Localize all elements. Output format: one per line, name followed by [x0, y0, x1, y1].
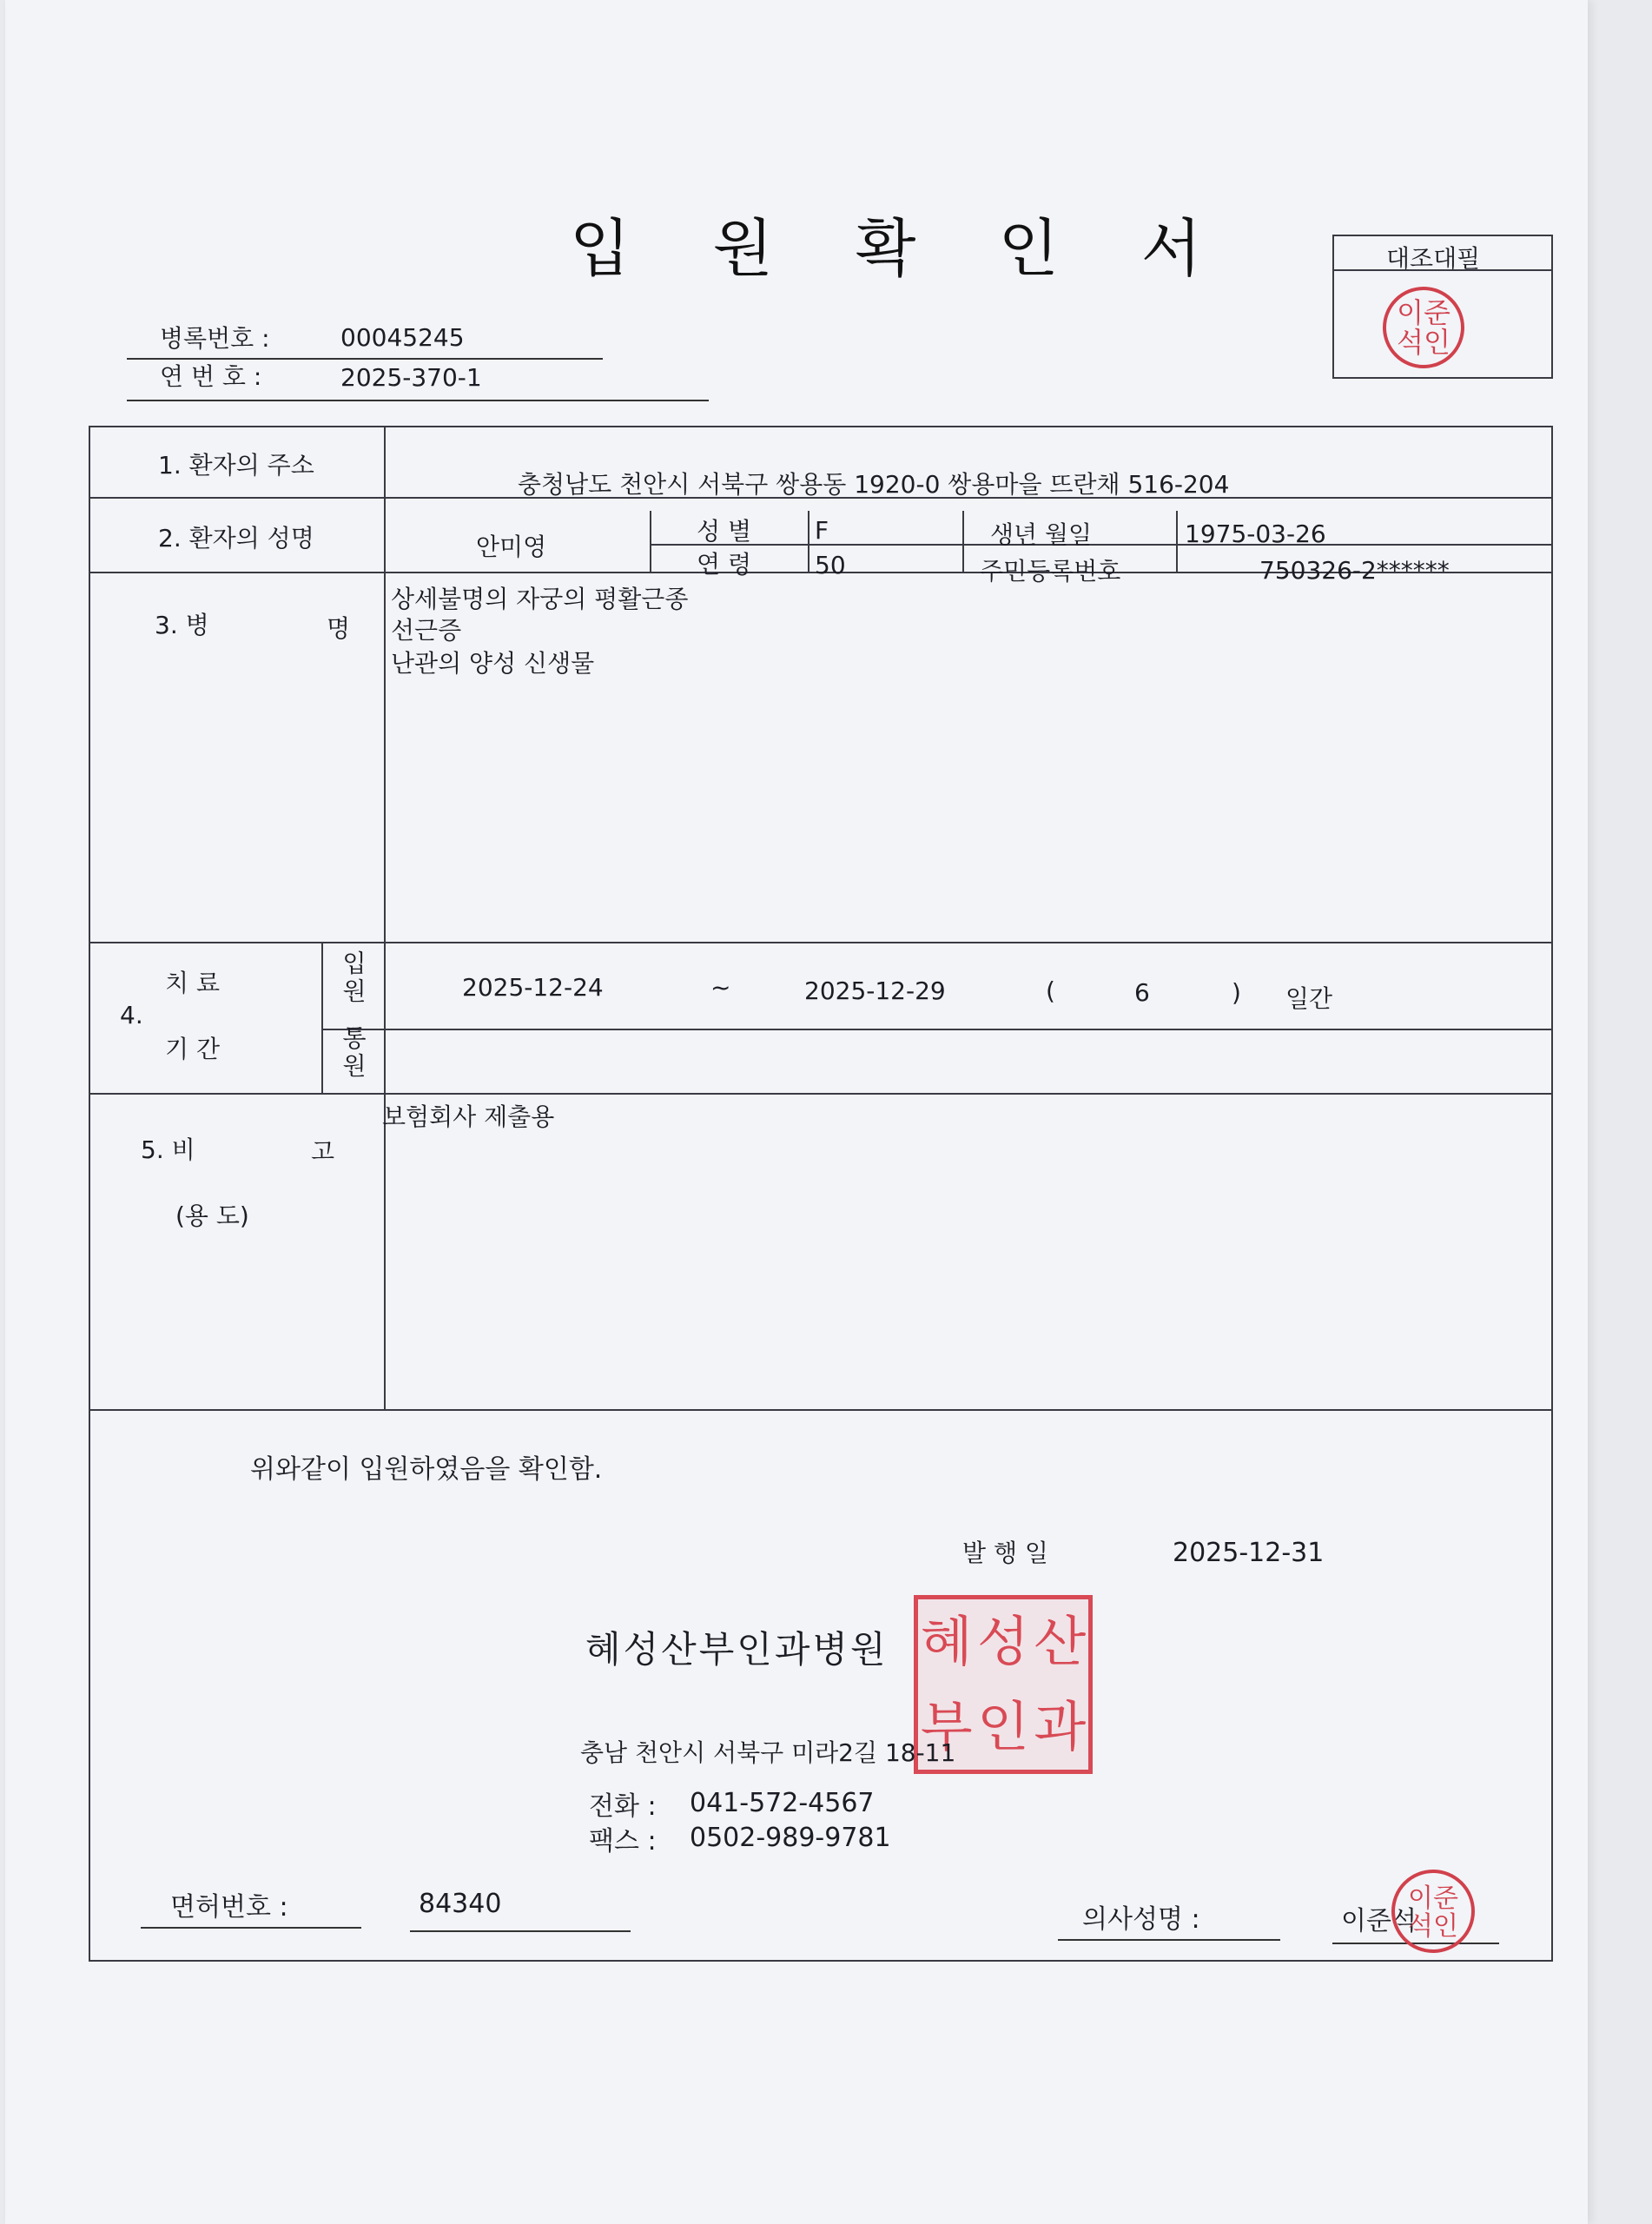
license-number-underline	[410, 1930, 631, 1932]
doctor-name: 이준석	[1341, 1906, 1417, 1936]
days-count: 6	[1134, 978, 1150, 1007]
seal-char-3: 산	[1034, 1610, 1087, 1673]
sex-label: 성 별	[697, 517, 751, 546]
serial-no-underline	[127, 400, 709, 401]
row-divider-3	[89, 942, 1551, 943]
end-date: 2025-12-29	[804, 976, 946, 1005]
row2-divider-a	[650, 511, 651, 573]
seal-text-line-2: 석인	[1397, 325, 1450, 359]
inpatient-label: 입원	[339, 950, 367, 1006]
phone-number: 041-572-4567	[690, 1788, 875, 1818]
row-divider-4	[89, 1093, 1551, 1095]
seal-char-6: 과	[1034, 1695, 1087, 1758]
license-number: 84340	[419, 1889, 502, 1919]
diagnosis-label-right: 명	[327, 614, 351, 643]
document-page	[5, 0, 1588, 2224]
date-range-tilde: ~	[710, 973, 731, 1002]
row2-divider-b	[808, 511, 809, 573]
signature-box-seal	[1383, 287, 1464, 368]
remarks-value: 보험회사 제출용	[382, 1102, 555, 1131]
period-number: 4.	[120, 1001, 143, 1029]
days-paren-close: )	[1232, 978, 1241, 1007]
record-no-label: 병록번호 :	[160, 324, 270, 353]
remarks-label-left: 5. 비	[141, 1135, 195, 1164]
outpatient-label: 통원	[339, 1025, 367, 1081]
row-divider-5	[89, 1409, 1551, 1411]
sex-value: F	[815, 516, 829, 545]
diagnosis-3: 난관의 양성 신생물	[391, 649, 595, 678]
seal-char-2: 성	[977, 1610, 1029, 1673]
main-table	[89, 426, 1553, 1962]
age-label: 연 령	[697, 550, 751, 579]
rrn-value: 750326-2******	[1259, 556, 1450, 585]
address-label: 1. 환자의 주소	[158, 451, 314, 480]
record-no: 00045245	[340, 323, 465, 352]
row2-divider-c	[962, 511, 964, 573]
doctor-label: 의사성명 :	[1082, 1904, 1200, 1935]
confirmation-text: 위와같이 입원하였음을 확인함.	[250, 1454, 603, 1485]
fax-number: 0502-989-9781	[690, 1823, 891, 1853]
doctor-seal-line-1: 이준	[1408, 1883, 1458, 1914]
diagnosis-1: 상세불명의 자궁의 평활근종	[391, 585, 689, 613]
rrn-label: 주민등록번호	[980, 557, 1121, 586]
start-date: 2025-12-24	[462, 973, 604, 1002]
issue-date: 2025-12-31	[1173, 1538, 1325, 1568]
phone-label: 전화 :	[589, 1791, 657, 1822]
license-label: 면허번호 :	[170, 1892, 288, 1923]
serial-no-label: 연 번 호 :	[160, 362, 262, 391]
remarks-label-right: 고	[311, 1137, 335, 1166]
row2-divider-d	[1176, 511, 1178, 573]
doctor-seal	[1391, 1870, 1475, 1953]
address-value: 충청남도 천안시 서북구 쌍용동 1920-0 쌍용마을 뜨란채 516-204	[518, 470, 1230, 499]
doctor-label-underline	[1058, 1939, 1280, 1941]
dob-value: 1975-03-26	[1185, 520, 1326, 548]
serial-no: 2025-370-1	[340, 363, 482, 392]
age-value: 50	[815, 551, 846, 579]
period-sublabel-divider	[321, 942, 323, 1095]
label-column-divider	[384, 426, 386, 1411]
period-mid-divider	[321, 1029, 1551, 1030]
doctor-seal-line-2: 석인	[1408, 1910, 1458, 1942]
diagnosis-label-left: 3. 병	[155, 611, 209, 639]
row2-mid-divider	[650, 544, 1551, 546]
seal-char-4: 부	[920, 1695, 973, 1758]
remarks-usage-label: (용 도)	[175, 1201, 249, 1230]
period-label-top: 치 료	[165, 969, 220, 997]
patient-name: 안미영	[476, 533, 547, 561]
days-paren-open: (	[1046, 976, 1055, 1005]
signature-box-label: 대조대필	[1386, 244, 1481, 273]
seal-char-1: 혜	[920, 1610, 973, 1673]
name-label: 2. 환자의 성명	[158, 524, 314, 553]
issue-date-label: 발 행 일	[962, 1539, 1048, 1567]
days-unit: 일간	[1285, 984, 1333, 1013]
document-title: 입 원 확 인 서	[570, 212, 1233, 285]
hospital-name: 혜성산부인과병원	[585, 1628, 889, 1671]
seal-text-line-1: 이준	[1397, 296, 1450, 329]
diagnosis-2: 선근증	[391, 616, 462, 645]
license-label-underline	[141, 1927, 361, 1929]
hospital-address: 충남 천안시 서북구 미라2길 18-11	[580, 1738, 956, 1767]
period-label-bottom: 기 간	[165, 1035, 220, 1063]
fax-label: 팩스 :	[589, 1826, 657, 1857]
dob-label: 생년 월일	[990, 520, 1093, 549]
seal-char-5: 인	[977, 1695, 1029, 1758]
